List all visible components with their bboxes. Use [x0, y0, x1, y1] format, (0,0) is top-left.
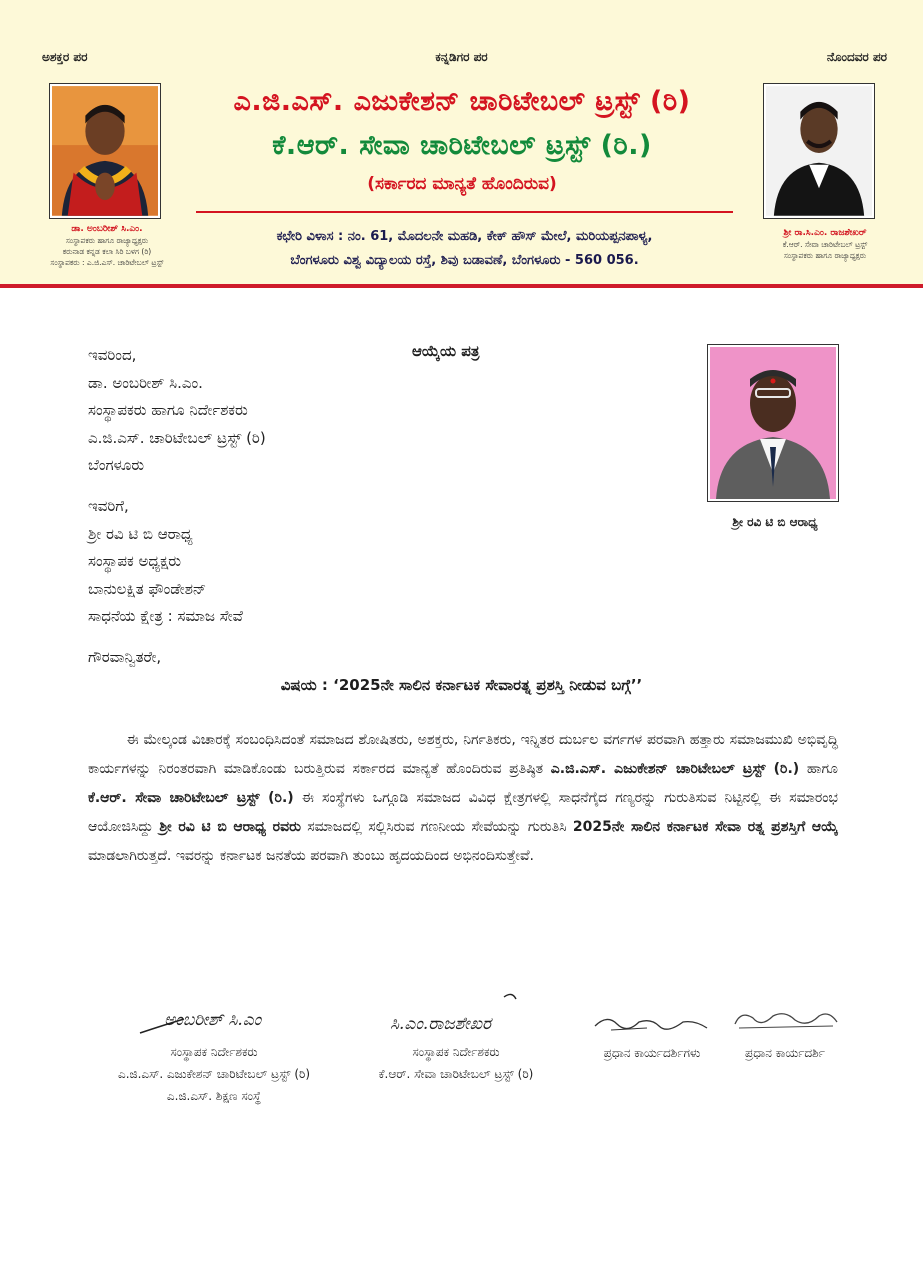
org-name-secondary: ಕೆ.ಆರ್. ಸೇವಾ ಚಾರಿಟೇಬಲ್ ಟ್ರಸ್ಟ್ (ರಿ.) — [272, 130, 652, 161]
body-text: ಹಾಗೂ — [806, 761, 838, 777]
awardee-portrait-image — [710, 347, 836, 499]
letter-title: ಆಯ್ಕೆಯ ಪತ್ರ — [412, 342, 480, 360]
founder-role-left-2: ಕರುನಾಡ ಕನ್ನಡ ಕಲಾ ಸಿರಿ ಬಳಗ (ರಿ) — [62, 247, 152, 256]
signature-ink — [356, 985, 556, 1041]
letter-body — [88, 726, 838, 871]
letterhead — [0, 0, 923, 288]
recipient-line: ಬಾನುಲಕ್ಷಿತ ಫೌಂಡೇಶನ್ — [88, 579, 207, 598]
body-award-name: 2025ನೇ ಸಾಲಿನ ಕರ್ನಾಟಕ ಸೇವಾ ರತ್ನ ಪ್ರಶಸ್ತಿಗೆ ಆಯ್ಕೆ — [572, 819, 839, 835]
signature-org: ಎ.ಜಿ.ಎಸ್. ಎಜುಕೇಶನ್ ಚಾರಿಟೇಬಲ್ ಟ್ರಸ್ಟ್ (ರಿ) — [117, 1067, 311, 1081]
header-divider — [196, 211, 733, 213]
signature-block — [720, 1000, 850, 1064]
signature-block — [582, 1000, 722, 1064]
signature-block — [356, 985, 556, 1085]
tagline-right: ನೊಂದವರ ಪರ — [826, 50, 887, 64]
signature-ink — [96, 995, 332, 1041]
subject-line: ವಿಷಯ : ‘2025ನೇ ಸಾಲಿನ ಕರ್ನಾಟಕ ಸೇವಾರತ್ನ ಪ್ರಶಸ್ತಿ ನೀಡುವ ಬಗ್ಗೆ’’ — [280, 676, 643, 694]
body-text: ಈ ಸಂಸ್ಥೆಗಳು ಒಗ್ಗೂಡಿ ಸಮಾಜದ ವಿವಿಧ ಕ್ಷೇತ್ರಗಳಲ್ಲಿ ಸಾಧನೆಗೈದ ಗಣ್ಯರನ್ನು ಗುರುತಿಸುವ ನಿಟ್ಟಿನಲ್ಲಿ ಈ ಸಮಾರಂಭ ಆಯೋಜಿಸಿದ್ದು — [88, 790, 838, 835]
recipient-block — [88, 493, 243, 631]
recipient-line: ಸಾಧನೆಯ ಕ್ಷೇತ್ರ : ಸಮಾಜ ಸೇವೆ — [88, 607, 243, 625]
tagline-left: ಅಶಕ್ತರ ಪರ — [42, 50, 88, 64]
awardee-photo — [707, 344, 839, 502]
recipient-line: ಶ್ರೀ ರವಿ ಟಿ ಬಿ ಆರಾಧ್ಯ — [88, 524, 193, 543]
letterhead-bottom-rule — [0, 284, 923, 288]
founder-name-right: ಶ್ರೀ ರಾ.ಸಿ.ಎಂ. ರಾಜಶೇಖರ್ — [783, 228, 867, 238]
svg-text:ಅಂಬರೀಶ್ ಸಿ.ಎಂ: ಅಂಬರೀಶ್ ಸಿ.ಎಂ — [164, 1010, 262, 1030]
tagline-center: ಕನ್ನಡಿಗರ ಪರ — [435, 50, 488, 64]
sender-line: ಡಾ. ಅಂಬರೀಶ್ ಸಿ.ಎಂ. — [88, 373, 203, 392]
signature-title: ಸಂಸ್ಥಾಪಕ ನಿರ್ದೇಶಕರು — [412, 1045, 500, 1059]
founder-photo-right — [763, 83, 875, 219]
founder-role-left-3: ಸಂಸ್ಥಾಪಕರು : ಎ.ಜಿ.ಎಸ್. ಚಾರಿಟೇಬಲ್ ಟ್ರಸ್ಟ್ — [50, 258, 164, 267]
body-awardee-name: ಶ್ರೀ ರವಿ ಟಿ ಬಿ ಆರಾಧ್ಯ ರವರು — [159, 819, 301, 835]
signature-title: ಸಂಸ್ಥಾಪಕ ನಿರ್ದೇಶಕರು — [170, 1045, 258, 1059]
founder-role-right-2: ಸಂಸ್ಥಾಪಕರು ಹಾಗೂ ರಾಜ್ಯಾಧ್ಯಕ್ಷರು — [783, 251, 867, 260]
sender-line: ಸಂಸ್ಥಾಪಕರು ಹಾಗೂ ನಿರ್ದೇಶಕರು — [88, 401, 248, 419]
signature-ink — [582, 1000, 722, 1042]
office-address — [196, 225, 733, 273]
signature-org: ಕೆ.ಆರ್. ಸೇವಾ ಚಾರಿಟೇಬಲ್ ಟ್ರಸ್ಟ್ (ರಿ) — [378, 1067, 534, 1081]
portrait-garland-image — [52, 86, 158, 216]
sender-block — [88, 342, 266, 480]
org-name-primary: ಎ.ಜಿ.ಎಸ್. ಎಜುಕೇಶನ್ ಚಾರಿಟೇಬಲ್ ಟ್ರಸ್ಟ್ (ರಿ) — [233, 86, 691, 117]
signature-org: ಎ.ಜಿ.ಎಸ್. ಶಿಕ್ಷಣ ಸಂಸ್ಥೆ — [166, 1089, 262, 1103]
founder-name-left: ಡಾ. ಅಂಬರೀಶ್ ಸಿ.ಎಂ. — [71, 224, 143, 234]
body-text: ಸಮಾಜದಲ್ಲಿ ಸಲ್ಲಿಸಿರುವ ಗಣನೀಯ ಸೇವೆಯನ್ನು ಗುರುತಿಸಿ — [307, 819, 567, 835]
founder-caption-right — [740, 228, 910, 261]
awardee-caption: ಶ್ರೀ ರವಿ ಟಿ ಬಿ ಆರಾಧ್ಯ — [732, 515, 818, 529]
body-org-name: ಎ.ಜಿ.ಎಸ್. ಎಜುಕೇಶನ್ ಚಾರಿಟೇಬಲ್ ಟ್ರಸ್ಟ್ (ರಿ.) — [550, 761, 800, 777]
founder-role-right-1: ಕೆ.ಆರ್. ಸೇವಾ ಚಾರಿಟೇಬಲ್ ಟ್ರಸ್ಟ್ — [782, 240, 868, 249]
address-line-2: ಬೆಂಗಳೂರು ವಿಶ್ವ ವಿದ್ಯಾಲಯ ರಸ್ತೆ, ಶಿವು ಬಡಾವಣೆ, ಬೆಂಗಳೂರು - 560 056. — [290, 253, 639, 268]
recipient-line: ಸಂಸ್ಥಾಪಕ ಅಧ್ಯಕ್ಷರು — [88, 552, 181, 570]
portrait-image — [766, 86, 872, 216]
signature-ink — [720, 1000, 850, 1042]
salutation: ಗೌರವಾನ್ವಿತರೇ, — [88, 648, 162, 666]
recipient-label: ಇವರಿಗೆ, — [88, 497, 129, 515]
body-text: ಮಾಡಲಾಗಿರುತ್ತದೆ. ಇವರನ್ನು ಕರ್ನಾಟಕ ಜನತೆಯ ಪರವಾಗಿ ತುಂಬು ಹೃದಯದಿಂದ ಅಭಿನಂದಿಸುತ್ತೇವೆ. — [88, 848, 534, 864]
sender-label: ಇವರಿಂದ, — [88, 346, 137, 364]
signature-title: ಪ್ರಧಾನ ಕಾರ್ಯದರ್ಶಿಗಳು — [603, 1046, 701, 1060]
sender-line: ಬೆಂಗಳೂರು — [88, 456, 145, 474]
address-line-1: ಕಛೇರಿ ವಿಳಾಸ : ನಂ. 61, ಮೊದಲನೇ ಮಹಡಿ, ಕೇಕ್ ಹೌಸ್ ಮೇಲೆ, ಮರಿಯಪ್ಪನಪಾಳ್ಯ, — [276, 229, 653, 244]
recognition-note: (ಸರ್ಕಾರದ ಮಾನ್ಯತೆ ಹೊಂದಿರುವ) — [367, 174, 557, 194]
svg-text:ಸಿ.ಎಂ.ರಾಜಶೇಖರ: ಸಿ.ಎಂ.ರಾಜಶೇಖರ — [390, 1014, 491, 1034]
signature-block — [96, 995, 332, 1107]
body-text: ಈ ಮೇಲ್ಕಂಡ ವಿಚಾರಕ್ಕೆ ಸಂಬಂಧಿಸಿದಂತೆ ಸಮಾಜದ ಶೋಷಿತರು, ಅಶಕ್ತರು, ನಿರ್ಗತಿಕರು, ಇನ್ನಿತರ ದುರ್ಬಲ ವರ್ಗಗಳ ಪರವಾಗಿ ಹತ್ತಾರು ಸಮಾಜಮುಖಿ ಅಭಿವೃದ್ಧಿ ಕಾರ್ಯಗಳನ್ನು ನಿರಂತರವಾಗಿ ಮಾಡಿಕೊಂಡು ಬರುತ್ತಿರುವ ಸರ್ಕಾರದ ಮಾನ್ಯತೆ ಹೊಂದಿರುವ ಪ್ರತಿಷ್ಠಿತ — [88, 732, 838, 777]
founder-caption-left — [22, 224, 192, 268]
founder-role-left-1: ಸಂಸ್ಥಾಪಕರು ಹಾಗೂ ರಾಜ್ಯಾಧ್ಯಕ್ಷರು — [65, 236, 149, 245]
signature-title: ಪ್ರಧಾನ ಕಾರ್ಯದರ್ಶಿ — [745, 1046, 825, 1060]
body-org-name: ಕೆ.ಆರ್. ಸೇವಾ ಚಾರಿಟೇಬಲ್ ಟ್ರಸ್ಟ್ (ರಿ.) — [88, 790, 294, 806]
founder-photo-left — [49, 83, 161, 219]
sender-line: ಎ.ಜಿ.ಎಸ್. ಚಾರಿಟೇಬಲ್ ಟ್ರಸ್ಟ್ (ರಿ) — [88, 428, 266, 447]
